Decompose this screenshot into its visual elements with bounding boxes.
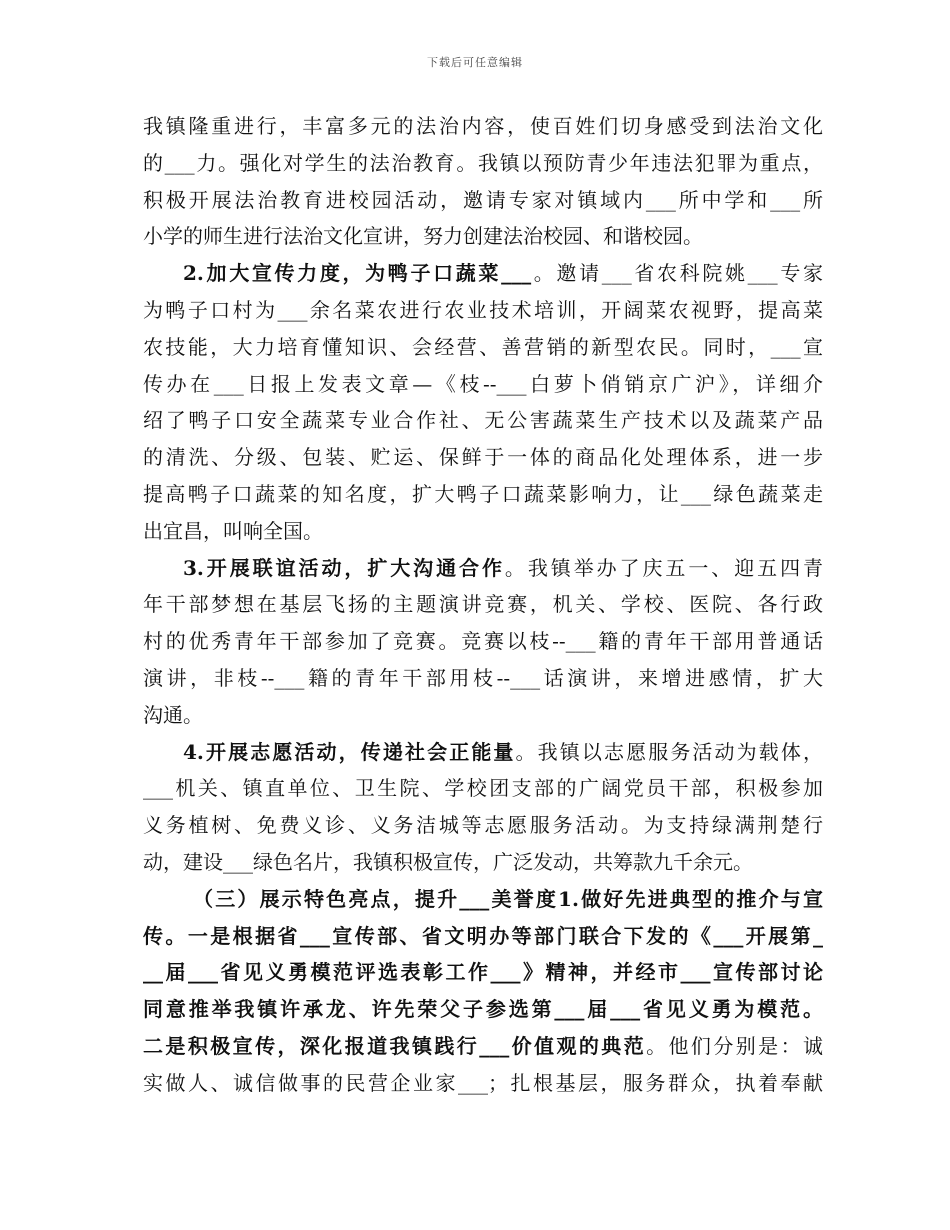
text-segment: 的___力。强化对学生的法治教育。我镇以预防青少年违法犯罪为重点，	[143, 150, 823, 175]
text-line	[143, 881, 823, 918]
bold-text-segment: 2.加大宣传力度，为鸭子口蔬菜___	[183, 261, 532, 286]
text-segment: 动，建设___绿色名片，我镇积极宣传，广泛发动，共筹款九千余元。	[143, 849, 753, 874]
text-segment: 农技能，大力培育懂知识、会经营、善营销的新型农民。同时，___宣	[143, 334, 823, 359]
text-segment: 村的优秀青年干部参加了竞赛。竞赛以枝--___籍的青年干部用普通话	[143, 629, 823, 654]
text-line	[143, 954, 823, 991]
text-line	[143, 1065, 823, 1102]
text-segment: 义务植树、免费义诊、义务洁城等志愿服务活动。为支持绿满荆楚行	[143, 813, 823, 838]
text-segment: 绍了鸭子口安全蔬菜专业合作社、无公害蔬菜生产技术以及蔬菜产品	[143, 408, 823, 433]
text-segment: 为鸭子口村为___余名菜农进行农业技术培训，开阔菜农视野，提高菜	[143, 297, 823, 322]
text-line	[143, 218, 823, 255]
text-line	[143, 586, 823, 623]
text-segment: 积极开展法治教育进校园活动，邀请专家对镇域内___所中学和___所	[143, 187, 823, 212]
text-line	[143, 476, 823, 513]
text-line	[143, 844, 823, 881]
text-line	[143, 255, 823, 292]
text-line	[143, 513, 823, 550]
text-line	[143, 623, 823, 660]
text-line	[143, 807, 823, 844]
text-segment: 。我镇举办了庆五一、迎五四青	[504, 555, 823, 580]
text-line	[143, 991, 823, 1028]
bold-text-segment: 二是积极宣传，深化报道我镇践行___价值观的典范	[143, 1033, 647, 1058]
text-line	[143, 770, 823, 807]
text-segment: 出宜昌，叫响全国。	[143, 518, 323, 543]
text-line	[143, 145, 823, 182]
document-body	[143, 108, 823, 1102]
text-segment: 实做人、诚信做事的民营企业家___；扎根基层，服务群众，执着奉献	[143, 1070, 823, 1095]
page-header: 下载后可任意编辑	[427, 56, 523, 69]
text-line	[143, 366, 823, 403]
text-line	[143, 660, 823, 697]
text-line	[143, 918, 823, 955]
text-segment: 。我镇以志愿服务活动为载体，	[515, 739, 823, 764]
text-line	[143, 402, 823, 439]
text-segment: ___机关、镇直单位、卫生院、学校团支部的广阔党员干部，积极参加	[143, 776, 823, 801]
text-segment: 。邀请___省农科院姚___专家	[531, 261, 823, 286]
text-segment: 提高鸭子口蔬菜的知名度，扩大鸭子口蔬菜影响力，让___绿色蔬菜走	[143, 481, 823, 506]
text-segment: 。他们分别是：诚	[646, 1033, 823, 1058]
text-segment: 的清洗、分级、包装、贮运、保鲜于一体的商品化处理体系，进一步	[143, 445, 823, 470]
text-line	[143, 1028, 823, 1065]
text-line	[143, 182, 823, 219]
text-line	[143, 439, 823, 476]
text-line	[143, 108, 823, 145]
bold-text-segment: 4.开展志愿活动，传递社会正能量	[183, 739, 516, 764]
text-line	[143, 697, 823, 734]
text-line	[143, 550, 823, 587]
text-segment: 演讲，非枝--___籍的青年干部用枝--___话演讲，来增进感情，扩大	[143, 665, 823, 690]
bold-text-segment: __届___省见义勇模范评选表彰工作___》精神，并经市___宣传部讨论	[143, 960, 823, 985]
text-segment: 小学的师生进行法治文化宣讲，努力创建法治校园、和谐校园。	[143, 224, 703, 249]
bold-text-segment: 3.开展联谊活动，扩大沟通合作	[183, 555, 505, 580]
text-segment: 传办在___日报上发表文章—《枝--___白萝卜俏销京广沪》，详细介	[143, 371, 823, 396]
bold-text-segment: 传。一是根据省___宣传部、省文明办等部门联合下发的《___开展第_	[143, 923, 823, 948]
text-segment: 沟通。	[143, 702, 203, 727]
text-line	[143, 329, 823, 366]
bold-text-segment: 同意推举我镇许承龙、许先荣父子参选第___届___省见义勇为模范。	[143, 997, 823, 1022]
text-segment: 我镇隆重进行，丰富多元的法治内容，使百姓们切身感受到法治文化	[143, 114, 823, 138]
text-line	[143, 734, 823, 771]
bold-text-segment: （三）展示特色亮点，提升___美誉度1.做好先进典型的推介与宣	[193, 886, 823, 911]
text-line	[143, 292, 823, 329]
text-segment: 年干部梦想在基层飞扬的主题演讲竞赛，机关、学校、医院、各行政	[143, 592, 823, 617]
